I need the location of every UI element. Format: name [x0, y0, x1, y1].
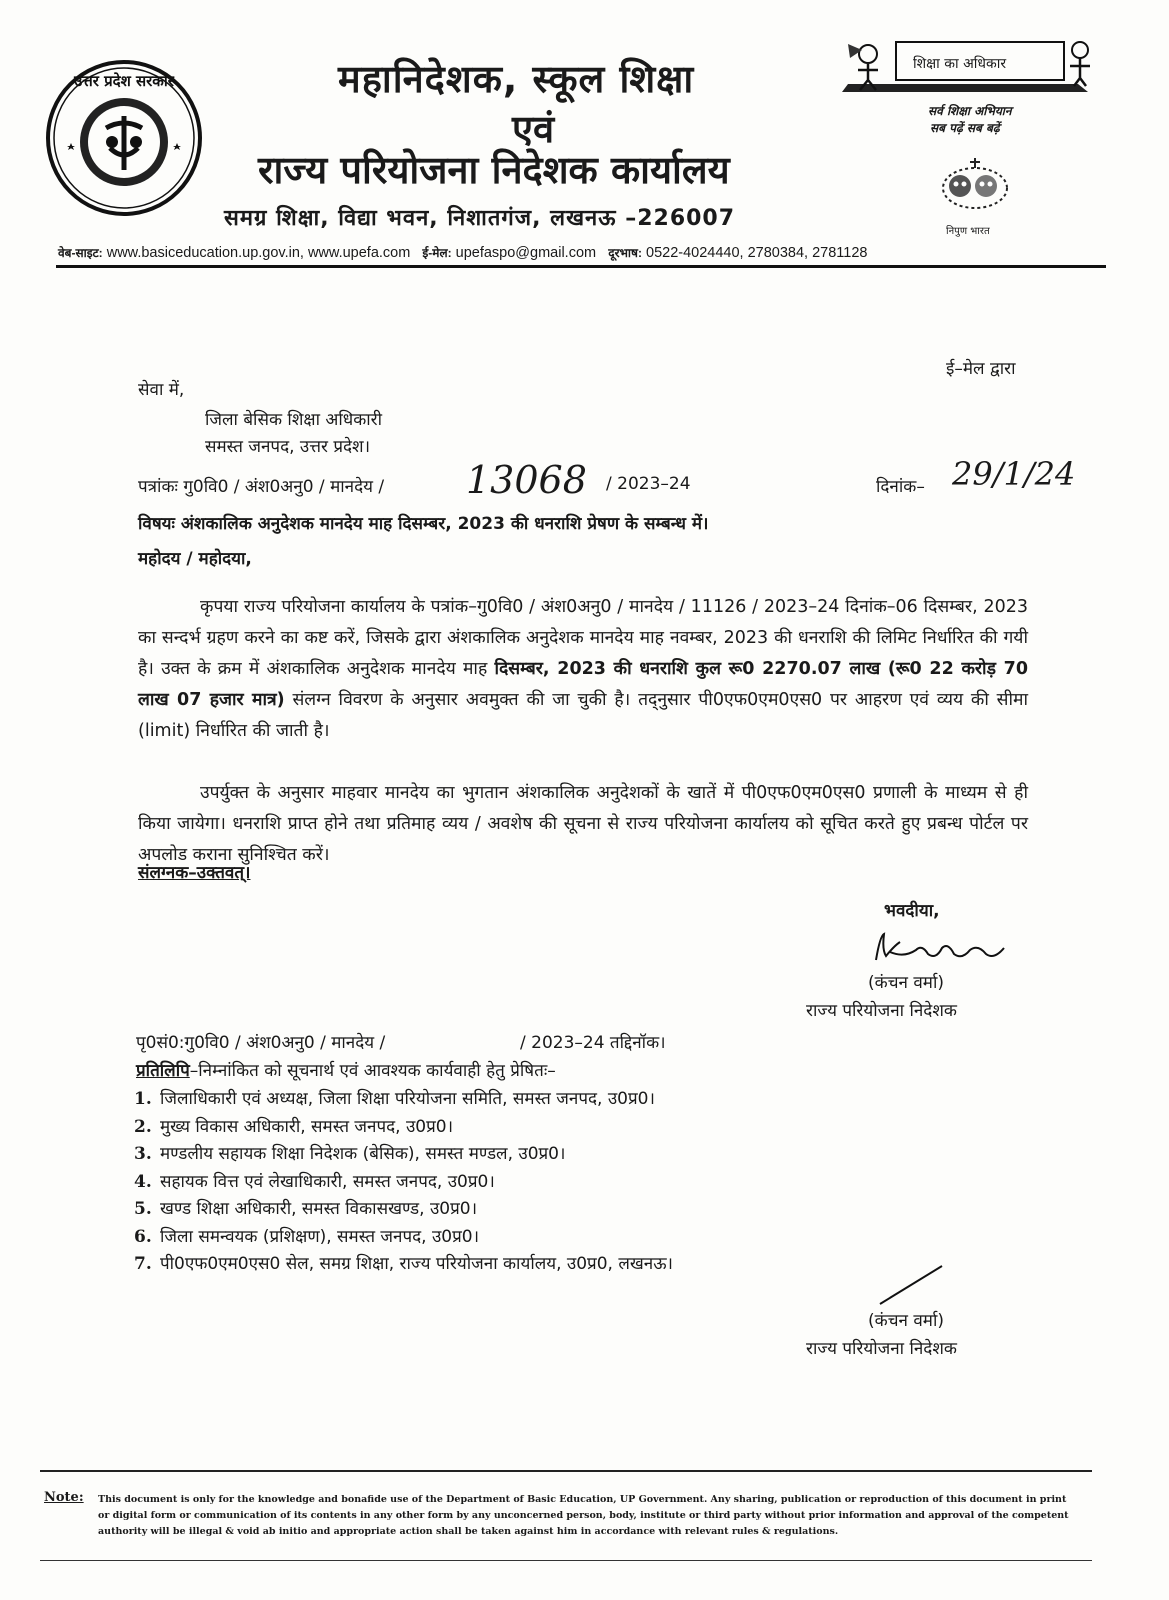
recipient-line1: जिला बेसिक शिक्षा अधिकारी [205, 410, 383, 430]
copy-recipient-list [134, 1086, 673, 1279]
date-label: दिनांक– [876, 477, 925, 497]
email-label: ई-मेल: [422, 246, 452, 260]
copy-signer-name: (कंचन वर्मा) [868, 1311, 944, 1331]
copy-reference-suffix: / 2023–24 तद्दिनॉक। [520, 1033, 666, 1053]
item-number: 1. [134, 1089, 152, 1109]
greeting: महोदय / महोदया, [138, 549, 252, 569]
body-paragraph-2 [138, 778, 1028, 871]
closing: भवदीया, [884, 901, 940, 921]
item-text: जिला समन्वयक (प्रशिक्षण), समस्त जनपद, उ0प्र0। [160, 1226, 480, 1247]
para1-amount: दिसम्बर, 2023 की धनराशि कुल रू0 2270.07 लाख (रू0 22 करोड़ 70 लाख 07 हजार मात्र) [138, 659, 1028, 710]
copy-heading [136, 1058, 556, 1081]
office-address: समग्र शिक्षा, विद्या भवन, निशातगंज, लखनऊ –226007 [224, 206, 736, 231]
header-divider [56, 265, 1106, 268]
para1-text-a: कृपया राज्य परियोजना कार्यालय के पत्रांक–गु0वि0 / अंश0अनु0 / मानदेय / 11126 / 2023–24 दिनांक–06 दिसम्बर, 2023 का सन्दर्भ ग्रहण करने का कष्ट करें, जिसके द्वारा अंशकालिक अनुदेशक मानदेय माह नवम्बर, 2023 की धनराशि की लिमिट निर्धारित की गयी है। उक्त के क्रम में अंशकालिक अनुदेशक मानदेय माह [138, 597, 1028, 679]
copy-reference-prefix: पृ0सं0:गु0वि0 / अंश0अनु0 / मानदेय / [136, 1033, 386, 1053]
office-title-line1: महानिदेशक, स्कूल शिक्षा [338, 57, 695, 101]
salutation-to: सेवा में, [138, 380, 185, 400]
recipient-line2: समस्त जनपद, उत्तर प्रदेश। [205, 437, 371, 457]
office-title-line2: एवं [512, 107, 555, 151]
item-number: 3. [134, 1144, 152, 1164]
ssa-tagline: सब पढ़ें सब बढ़ें [930, 121, 1000, 135]
item-text: जिलाधिकारी एवं अध्यक्ष, जिला शिक्षा परियोजना समिति, समस्त जनपद, उ0प्र0। [160, 1089, 655, 1109]
reference-prefix: पत्रांकः गु0वि0 / अंश0अनु0 / मानदेय / [138, 477, 385, 497]
body-paragraph-1 [138, 592, 1028, 747]
item-text: मण्डलीय सहायक शिक्षा निदेशक (बेसिक), समस्त मण्डल, उ0प्र0। [160, 1144, 566, 1164]
website-label: वेब-साइट: [58, 246, 103, 260]
phone-numbers: 0522-4024440, 2780384, 2781128 [646, 245, 868, 261]
item-number: 2. [134, 1116, 152, 1137]
para2-text: उपर्युक्त के अनुसार माहवार मानदेय का भुगतान अंशकालिक अनुदेशकों के खातें में पी0एफ0एम0एस0 प्रणाली के माध्यम से ही किया जायेगा। धनराशि प्राप्त होने तथा प्रतिमाह व्यय / अवशेष की सूचना से राज्य परियोजना कार्यालय को सूचित करते हुए प्रबन्ध पोर्टल पर अपलोड कराना सुनिश्चित करें। [138, 783, 1028, 865]
contact-line [58, 244, 867, 261]
phone-label: दूरभाष: [608, 246, 642, 260]
nipun-bharat-logo [930, 154, 1020, 216]
note-label: Note: [44, 1490, 84, 1505]
footer-divider [40, 1470, 1092, 1472]
up-government-seal [44, 58, 204, 218]
initial-signature-image [876, 1262, 946, 1308]
signer-name: (कंचन वर्मा) [868, 973, 944, 993]
ssa-title: सर्व शिक्षा अभियान [928, 104, 1012, 118]
list-item [134, 1169, 673, 1197]
item-number: 4. [134, 1171, 152, 1192]
seal-text: उत्तर प्रदेश सरकार [74, 72, 174, 90]
item-number: 5. [134, 1199, 152, 1219]
email-address[interactable]: upefaspo@gmail.com [455, 245, 597, 261]
list-item [134, 1224, 673, 1252]
list-item [134, 1251, 673, 1279]
enclosure-note: संलग्नक–उक्तवत्। [138, 863, 251, 883]
reference-year: / 2023–24 [606, 474, 691, 494]
footer-bottom-rule [40, 1560, 1092, 1561]
letter-subject: विषयः अंशकालिक अनुदेशक मानदेय माह दिसम्बर, 2023 की धनराशि प्रेषण के सम्बन्ध में। [138, 514, 709, 534]
item-text: पी0एफ0एम0एस0 सेल, समग्र शिक्षा, राज्य परियोजना कार्यालय, उ0प्र0, लखनऊ। [160, 1254, 674, 1274]
copy-heading-text: –निम्नांकित को सूचनार्थ एवं आवश्यक कार्यवाही हेतु प्रेषितः– [189, 1061, 556, 1081]
office-title-line3: राज्य परियोजना निदेशक कार्यालय [258, 148, 730, 192]
disclaimer-note: This document is only for the knowledge and bonafide use of the Department of Basic Education, UP Government. Any sharing, publication or reproduction of this document in print or digital form or communication of its contents in any other form by any unconcerned person, body, institute or third party without prior information and approval of the competent authority will be illegal & void ab initio and appropriate action shall be taken against him in accordance with relevant rules & regulations. [98, 1494, 1069, 1537]
item-number: 7. [134, 1254, 152, 1274]
item-text: मुख्य विकास अधिकारी, समस्त जनपद, उ0प्र0। [160, 1116, 454, 1137]
item-text: खण्ड शिक्षा अधिकारी, समस्त विकासखण्ड, उ0प्र0। [160, 1199, 478, 1219]
signer-title: राज्य परियोजना निदेशक [806, 1001, 957, 1021]
copy-heading-label: प्रतिलिपि [136, 1061, 190, 1081]
list-item [134, 1141, 673, 1169]
list-item [134, 1196, 673, 1224]
website-links[interactable]: www.basiceducation.up.gov.in, www.upefa.com [106, 245, 411, 261]
item-number: 6. [134, 1226, 152, 1247]
rte-slogan: शिक्षा का अधिकार [913, 56, 1007, 72]
signature-image [870, 930, 1020, 966]
list-item [134, 1086, 673, 1114]
handwritten-reference-number: 13068 [466, 458, 587, 502]
list-item [134, 1114, 673, 1142]
handwritten-date: 29/1/24 [952, 455, 1076, 493]
item-text: सहायक वित्त एवं लेखाधिकारी, समस्त जनपद, उ0प्र0। [160, 1171, 495, 1192]
email-delivery-note: ई–मेल द्वारा [946, 359, 1016, 379]
para1-text-b: संलग्न विवरण के अनुसार अवमुक्त की जा चुकी है। तद्नुसार पी0एफ0एम0एस0 पर आहरण एवं व्यय की सीमा (limit) निर्धारित की जाती है। [138, 690, 1029, 741]
copy-signer-title: राज्य परियोजना निदेशक [806, 1339, 957, 1359]
nipun-bharat-label: निपुण भारत [946, 226, 990, 237]
